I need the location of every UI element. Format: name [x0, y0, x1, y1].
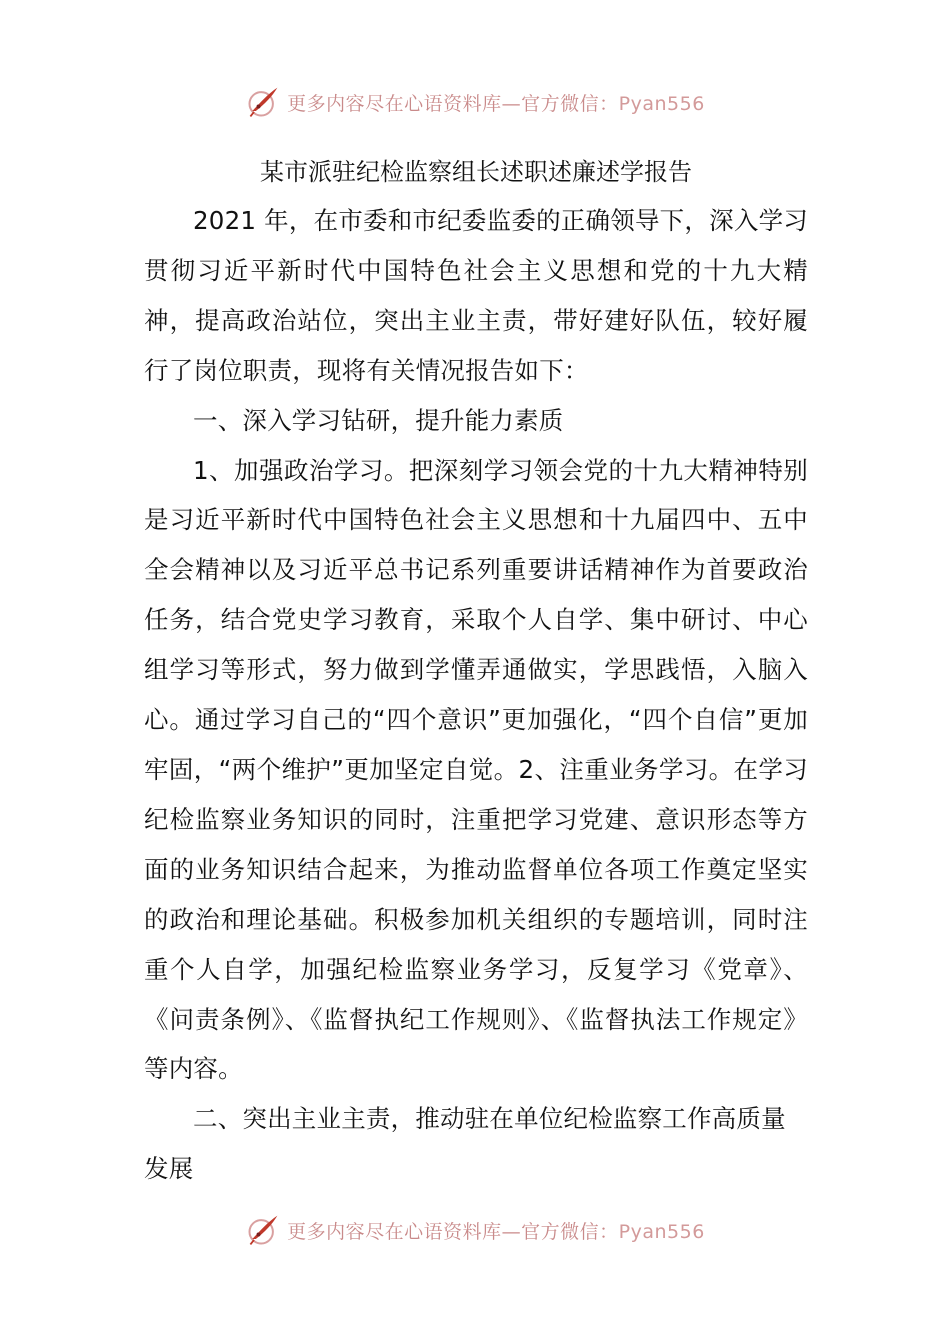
document-title: 某市派驻纪检监察组长述职述廉述学报告 — [260, 158, 692, 186]
watermark-text: 更多内容尽在心语资料库—官方微信：Pyan556 — [287, 1220, 705, 1243]
section-heading-1: 一、深入学习钻研，提升能力素质 — [193, 405, 564, 435]
quill-logo-icon — [245, 1212, 281, 1248]
wechat-id: Pyan556 — [618, 1220, 705, 1243]
section-1-paragraph: 1、加强政治学习。把深刻学习领会党的十九大精神特别是习近平新时代中国特色社会主义思想和十九届四中、五中全会精神以及习近平总书记系列重要讲话精神作为首要政治任务，结合党史学习教育，采取个人自学、集中研讨、中心组学习等形式，努力做到学懂弄通做实，学思践悟，入脑入心。通过学习自己的“四个意识”更加强化，“四个自信”更加牢固，“两个维护”更加坚定自觉。2、注重业务学习。在学习纪检监察业务知识的同时，注重把学习党建、意识形态等方面的业务知识结合起来，为推动监督单位各项工作奠定坚实的政治和理论基础。积极参加机关组织的专题培训，同时注重个人自学，加强纪检监察业务学习，反复学习《党章》、《问责条例》、《监督执纪工作规则》、《监督执法工作规定》等内容。 — [144, 455, 808, 1084]
quill-logo-icon — [245, 84, 281, 120]
footer-watermark — [0, 1210, 950, 1250]
document-body — [144, 148, 808, 1194]
wechat-id: Pyan556 — [618, 92, 705, 115]
section-heading-2: 二、突出主业主责，推动驻在单位纪检监察工作高质量发展 — [144, 1104, 786, 1184]
intro-paragraph: 2021 年，在市委和市纪委监委的正确领导下，深入学习贯彻习近平新时代中国特色社会主义思想和党的十九大精神，提高政治站位，突出主业主责，带好建好队伍，较好履行了岗位职责，现将有关情况报告如下： — [144, 206, 808, 385]
watermark-text: 更多内容尽在心语资料库—官方微信：Pyan556 — [287, 92, 705, 115]
header-watermark — [0, 82, 950, 122]
